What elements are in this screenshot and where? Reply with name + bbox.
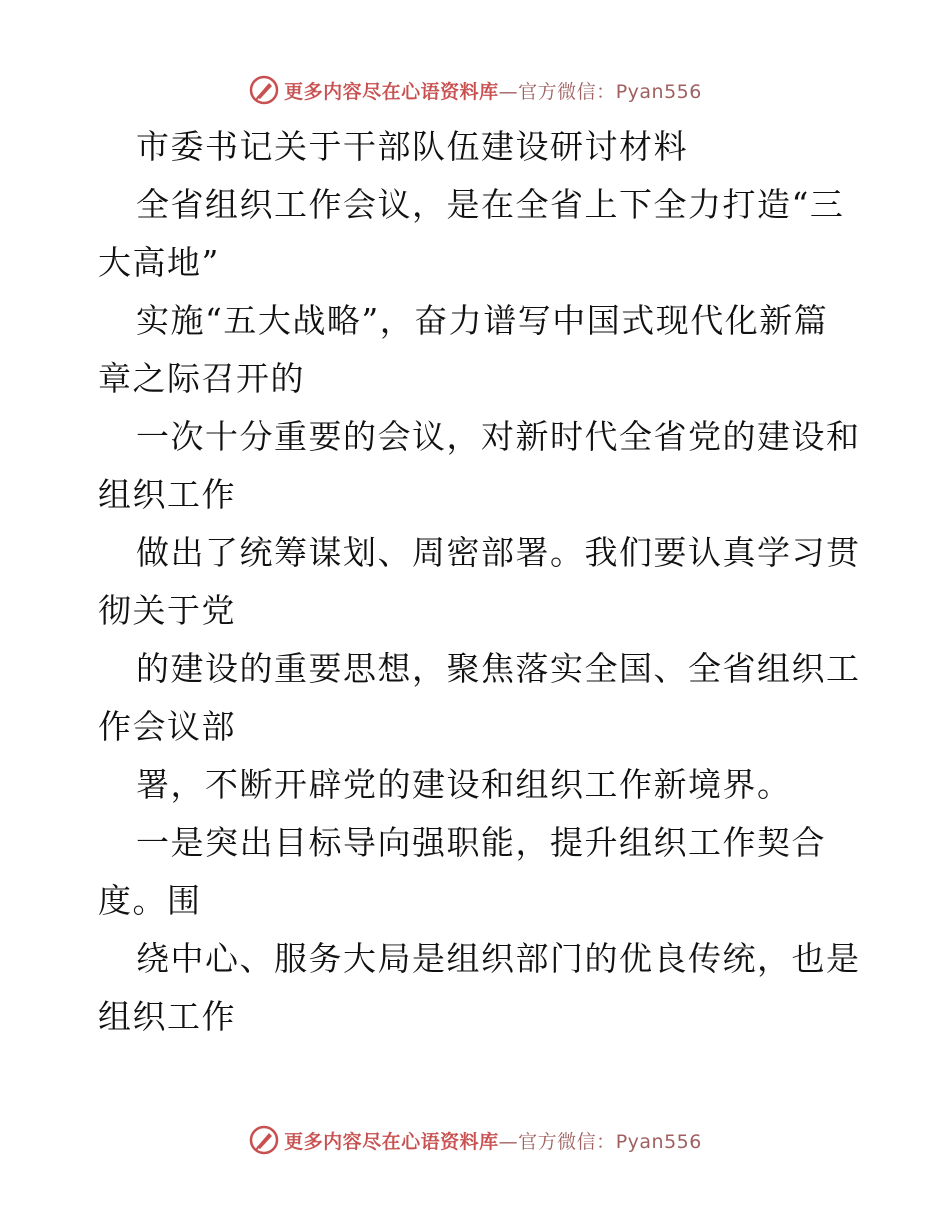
text-line: 一次十分重要的会议，对新时代全省党的建设和 xyxy=(136,417,861,456)
text-line: 组织工作 xyxy=(98,475,236,514)
text-line: 做出了统筹谋划、周密部署。我们要认真学习贯 xyxy=(136,533,861,572)
watermark-brand: 更多内容尽在心语资料库 xyxy=(284,1130,499,1153)
text-line: 市委书记关于干部队伍建设研讨材料 xyxy=(136,127,688,166)
watermark-separator: — xyxy=(498,80,519,103)
text-line: 组织工作 xyxy=(98,997,236,1036)
watermark-wechat-label: 官方微信： xyxy=(518,1130,616,1153)
header-watermark xyxy=(0,70,950,110)
watermark-wechat-label: 官方微信： xyxy=(518,80,616,103)
footer-watermark xyxy=(0,1120,950,1160)
text-line: 署，不断开辟党的建设和组织工作新境界。 xyxy=(136,765,792,804)
text-line: 的建设的重要思想，聚焦落实全国、全省组织工 xyxy=(136,649,861,688)
text-line: 实施“五大战略”，奋力谱写中国式现代化新篇 xyxy=(136,301,829,340)
text-line: 章之际召开的 xyxy=(98,359,305,398)
text-line: 全省组织工作会议，是在全省上下全力打造“三 xyxy=(136,185,845,224)
text-line: 大高地” xyxy=(98,243,220,282)
text-line: 作会议部 xyxy=(98,707,236,746)
watermark-separator: — xyxy=(498,1130,519,1153)
watermark-text xyxy=(284,77,702,104)
watermark-wechat-id: Pyan556 xyxy=(615,80,702,103)
watermark-text xyxy=(284,1127,702,1154)
watermark-wechat-id: Pyan556 xyxy=(615,1130,702,1153)
document-body xyxy=(98,118,861,1046)
text-line: 彻关于党 xyxy=(98,591,236,630)
text-line: 度。围 xyxy=(98,881,202,920)
quill-circle-icon xyxy=(248,1124,280,1156)
quill-circle-icon xyxy=(248,74,280,106)
text-line: 一是突出目标导向强职能，提升组织工作契合 xyxy=(136,823,826,862)
watermark-brand: 更多内容尽在心语资料库 xyxy=(284,80,499,103)
text-line: 绕中心、服务大局是组织部门的优良传统，也是 xyxy=(136,939,861,978)
